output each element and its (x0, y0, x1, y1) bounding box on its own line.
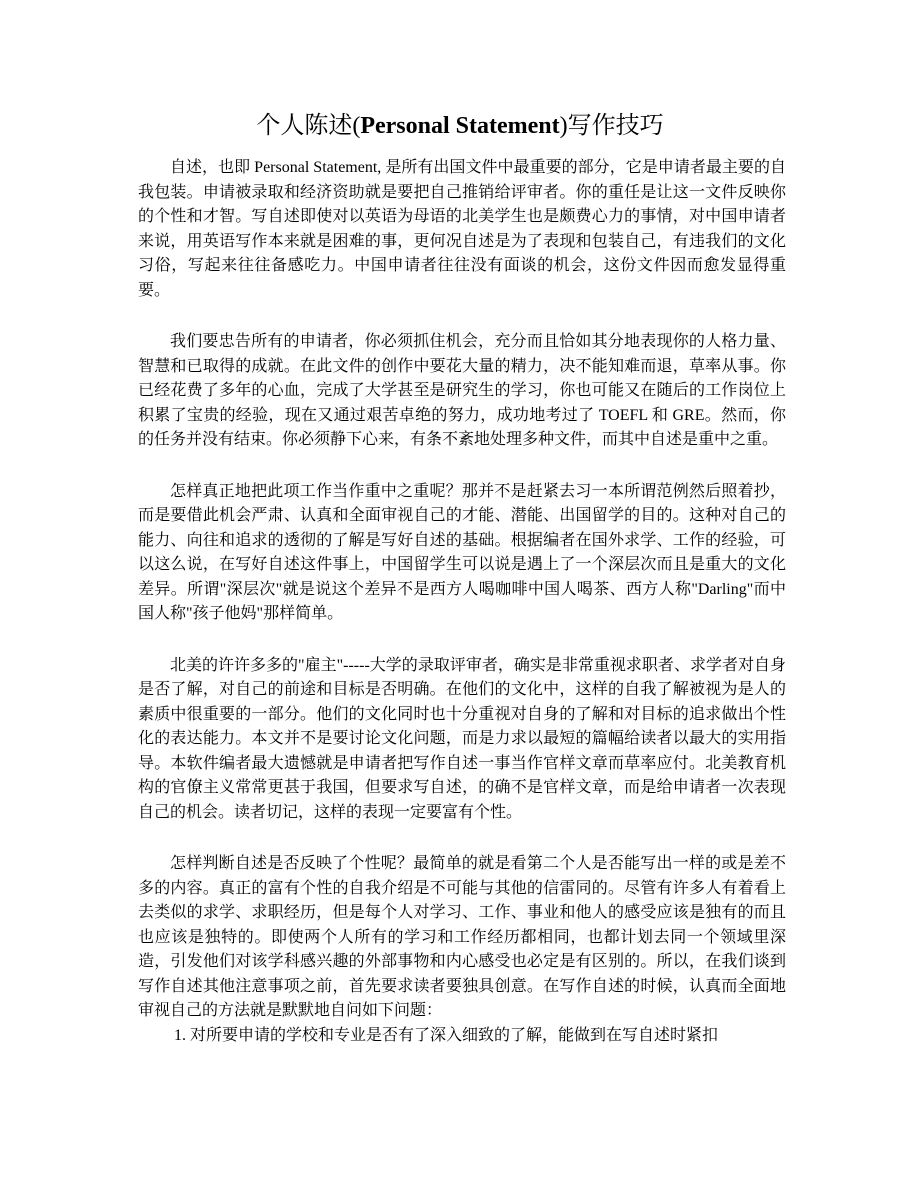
title-prefix: 个人陈述( (256, 113, 361, 139)
document-title (0, 108, 920, 144)
paragraph: 我们要忠告所有的申请者，你必须抓住机会，充分而且恰如其分地表现你的人格力量、智慧和已取得的成就。在此文件的创作中要花大量的精力，决不能知难而退，草率从事。你已经花费了多年的心血，完成了大学甚至是研究生的学习，你也可能又在随后的工作岗位上积累了宝贵的经验，现在又通过艰苦卓绝的努力，成功地考过了 TOEFL 和 GRE。然而，你的任务并没有结束。你必须静下心来，有条不紊地处理多种文件，而其中自述是重中之重。 (138, 333, 786, 448)
paragraph: 怎样真正地把此项工作当作重中之重呢？那并不是赶紧去习一本所谓范例然后照着抄，而是要借此机会严肃、认真和全面审视自己的才能、潜能、出国留学的目的。这种对自己的能力、向往和追求的透彻的了解是写好自述的基础。根据编者在国外求学、工作的经验，可以这么说，在写好自述这件事上，中国留学生可以说是遇上了一个深层次而且是重大的文化差异。所谓"深层次"就是说这个差异不是西方人喝咖啡中国人喝茶、西方人称"Darling"而中国人称"孩子他妈"那样简单。 (138, 482, 786, 622)
list-item: 1. 对所要申请的学校和专业是否有了深入细致的了解，能做到在写自述时紧扣 (174, 1026, 719, 1044)
document-body (138, 156, 786, 1048)
paragraph: 怎样判断自述是否反映了个性呢？最简单的就是看第二个人是否能写出一样的或是差不多的内容。真正的富有个性的自我介绍是不可能与其他的信雷同的。尽管有许多人有着看上去类似的求学、求职经历，但是每个人对学习、工作、事业和他人的感受应该是独有的而且也应该是独特的。即使两个人所有的学习和工作经历都相同，也都计划去同一个领域里深造，引发他们对该学科感兴趣的外部事物和内心感受也必定是有区别的。所以，在我们谈到写作自述其他注意事项之前，首先要求读者要独具创意。在写作自述的时候，认真而全面地审视自己的方法就是默默地自问如下问题： (138, 855, 786, 1019)
paragraph: 北美的许许多多的"雇主"-----大学的录取评审者，确实是非常重视求职者、求学者对自身是否了解，对自己的前途和目标是否明确。在他们的文化中，这样的自我了解被视为是人的素质中很重要的一部分。他们的文化同时也十分重视对自身的了解和对目标的追求做出个性化的表达能力。本文并不是要讨论文化问题，而是力求以最短的篇幅给读者以最大的实用指导。本软件编者最大遗憾就是申请者把写作自述一事当作官样文章而草率应付。北美教育机构的官僚主义常常更甚于我国，但要求写自述，的确不是官样文章，而是给申请者一次表现自己的机会。读者切记，这样的表现一定要富有个性。 (138, 656, 786, 821)
title-suffix: )写作技巧 (559, 113, 664, 139)
title-english: Personal Statement (360, 113, 560, 139)
paragraph: 自述，也即 Personal Statement, 是所有出国文件中最重要的部分，它是申请者最主要的自我包装。申请被录取和经济资助就是要把自己推销给评审者。你的重任是让这一文件反映你的个性和才智。写自述即使对以英语为母语的北美学生也是颇费心力的事情，对中国申请者来说，用英语写作本来就是困难的事，更何况自述是为了表现和包装自己，有违我们的文化习俗，写起来往往备感吃力。中国申请者往往没有面谈的机会，这份文件因而愈发显得重要。 (138, 159, 786, 299)
